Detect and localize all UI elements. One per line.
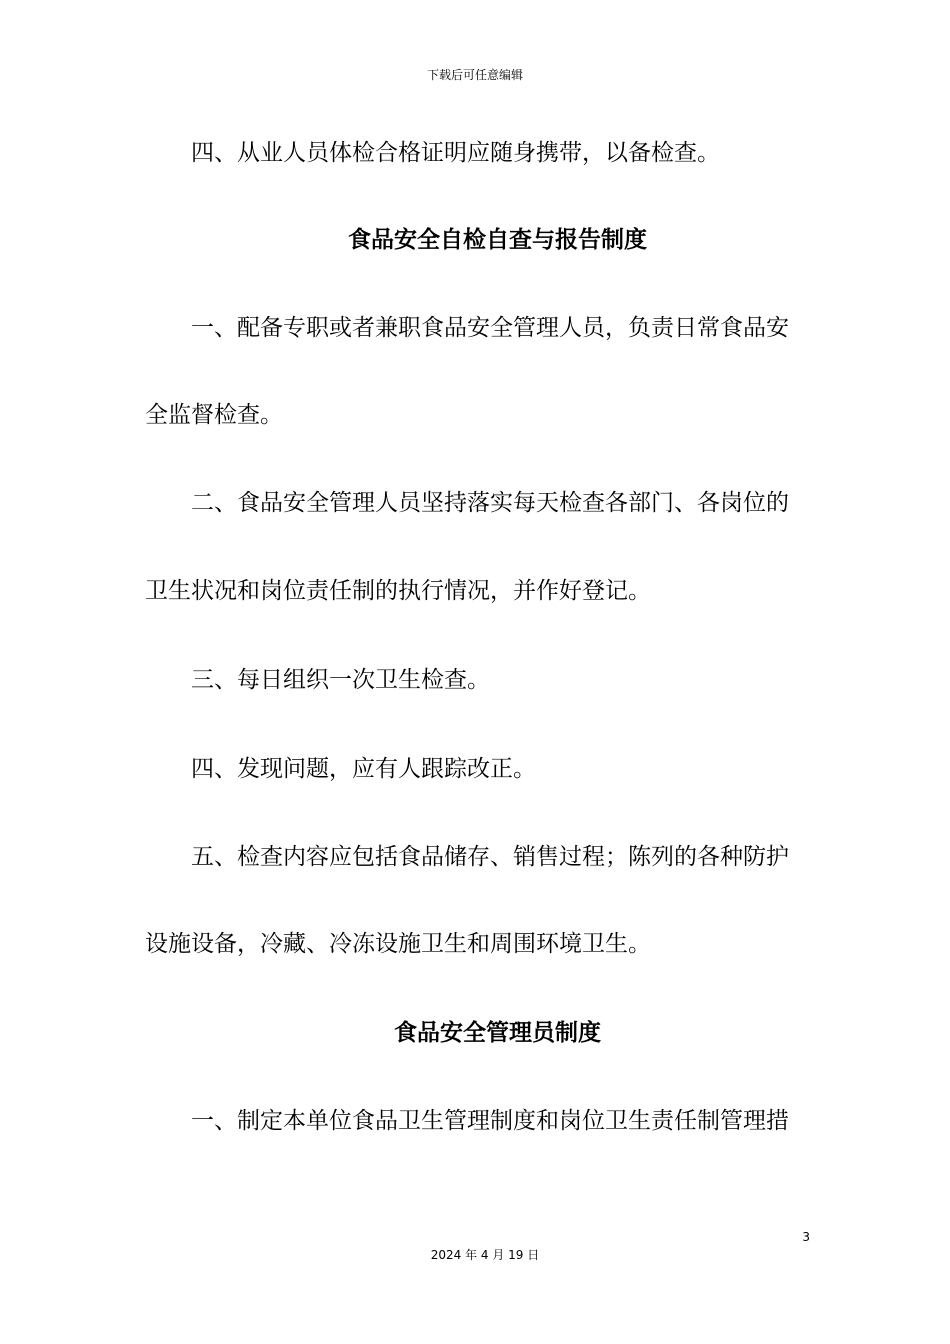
- paragraph-s1-item5-line1: 五、检查内容应包括食品储存、销售过程；陈列的各种防护: [191, 844, 789, 870]
- paragraph-s1-item1-line1: 一、配备专职或者兼职食品安全管理人员，负责日常食品安: [191, 315, 789, 341]
- paragraph-s1-item2-line1: 二、食品安全管理人员坚持落实每天检查各部门、各岗位的: [191, 490, 789, 516]
- paragraph-s1-item3: 三、每日组织一次卫生检查。: [191, 667, 490, 693]
- paragraph-s1-item5-line2: 设施设备，冷藏、冷冻设施卫生和周围环境卫生。: [145, 931, 651, 957]
- paragraph-s0-item4: 四、从业人员体检合格证明应随身携带，以备检查。: [191, 140, 720, 166]
- paragraph-s1-item1-line2: 全监督检查。: [145, 402, 283, 428]
- page-number: 3: [802, 1230, 810, 1244]
- section-title-safety-manager: 食品安全管理员制度: [394, 1020, 601, 1046]
- section-title-self-inspection: 食品安全自检自查与报告制度: [348, 227, 647, 253]
- paragraph-s2-item1-line1: 一、制定本单位食品卫生管理制度和岗位卫生责任制管理措: [191, 1108, 789, 1134]
- paragraph-s1-item2-line2: 卫生状况和岗位责任制的执行情况，并作好登记。: [145, 578, 651, 604]
- paragraph-s1-item4: 四、发现问题，应有人跟踪改正。: [191, 756, 536, 782]
- page-header: 下载后可任意编辑: [426, 68, 523, 82]
- footer-date: 2024 年 4 月 19 日: [430, 1248, 540, 1262]
